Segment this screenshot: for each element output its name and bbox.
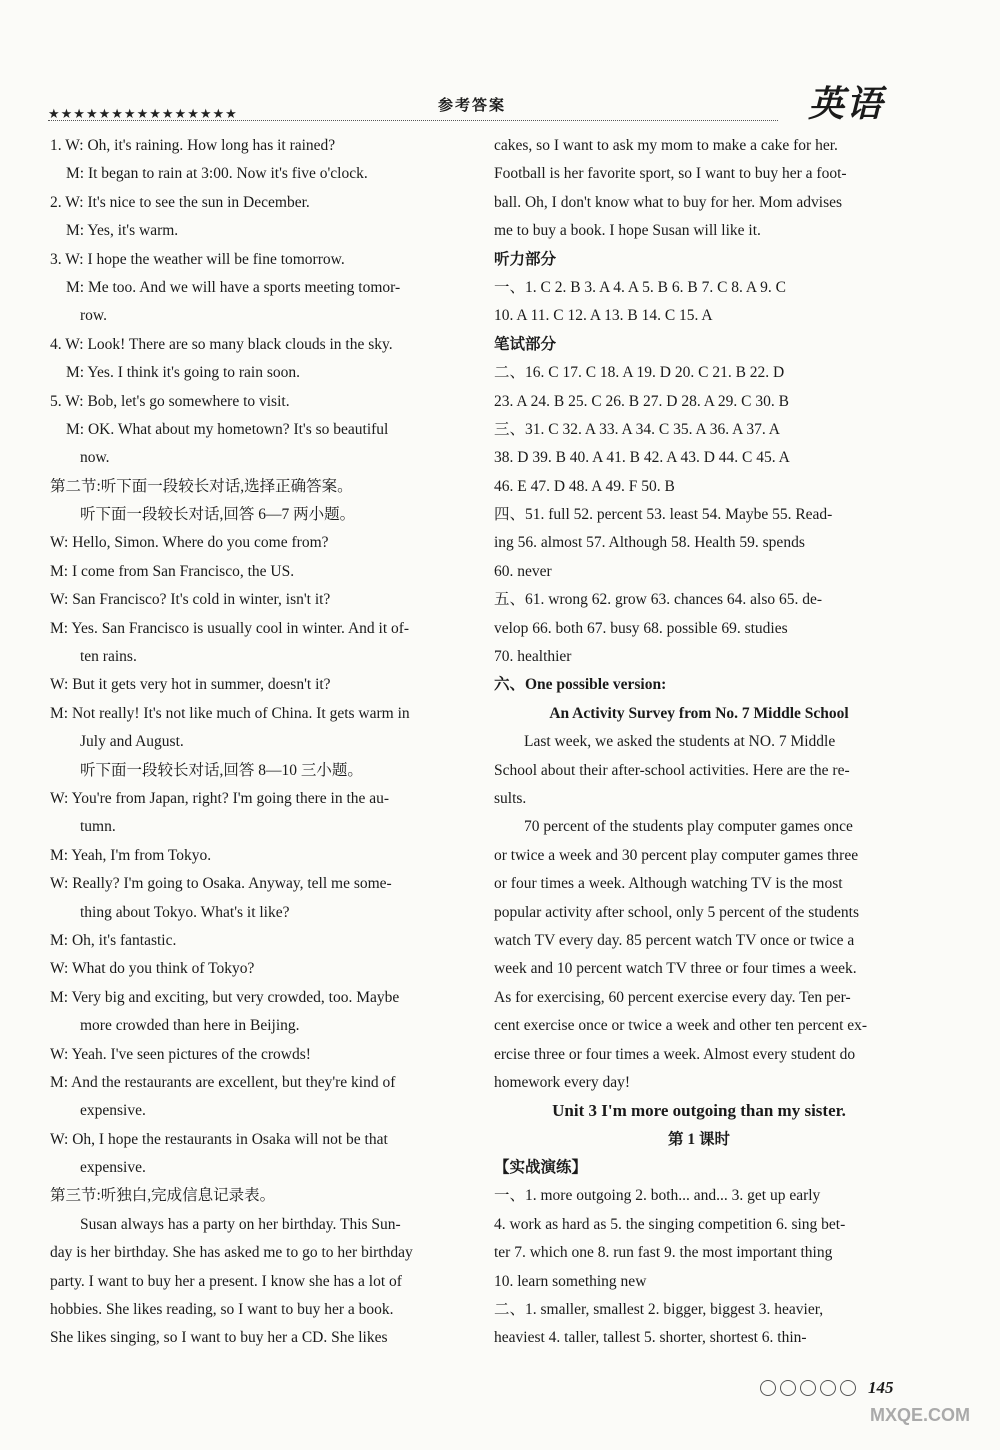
circle-decoration (760, 1380, 776, 1396)
answer-line: 23. A 24. B 25. C 26. B 27. D 28. A 29. C 30. B (494, 392, 789, 410)
text-line: tumn. (80, 818, 116, 836)
text-line: M: Yeah, I'm from Tokyo. (50, 846, 212, 864)
text-line: ten rains. (80, 648, 137, 666)
section-heading: 听力部分 (494, 250, 557, 268)
section-instruction: 听下面一段较长对话,回答 8—10 三小题。 (80, 761, 363, 779)
text-line: W: Oh, I hope the restaurants in Osaka will not be that (50, 1130, 388, 1148)
text-line: ball. Oh, I don't know what to buy for her. Mom advises (494, 193, 843, 211)
essay-title: An Activity Survey from No. 7 Middle School (549, 704, 849, 722)
answer-line: 五、61. wrong 62. grow 63. chances 64. also 65. de- (494, 591, 823, 609)
text-line: M: Very big and exciting, but very crowded, too. Maybe (50, 988, 400, 1006)
answer-line: ing 56. almost 57. Although 58. Health 59. spends (494, 534, 805, 552)
text-line: M: Yes. I think it's going to rain soon. (66, 364, 301, 382)
answer-line: ter 7. which one 8. run fast 9. the most important thing (494, 1244, 833, 1262)
text-line: cakes, so I want to ask my mom to make a cake for her. (494, 137, 838, 154)
section-heading: 笔试部分 (494, 335, 557, 353)
essay-line: week and 10 percent watch TV three or four times a week. (494, 960, 857, 978)
answer-line: 一、1. C 2. B 3. A 4. A 5. B 6. B 7. C 8. A 9. C (494, 278, 786, 296)
text-line: 5. W: Bob, let's go somewhere to visit. (50, 392, 290, 410)
text-line: W: You're from Japan, right? I'm going there in the au- (50, 789, 390, 807)
text-line: row. (80, 307, 107, 325)
text-line: party. I want to buy her a present. I know she has a lot of (50, 1272, 402, 1290)
text-line: 2. W: It's nice to see the sun in December. (50, 193, 310, 211)
header-title: 参考答案 (438, 98, 507, 114)
text-line: M: Not really! It's not like much of China. It gets warm in (50, 704, 410, 722)
text-line: thing about Tokyo. What's it like? (80, 903, 290, 921)
answer-line: 70. healthier (494, 648, 572, 666)
answer-line: 10. A 11. C 12. A 13. B 14. C 15. A (494, 307, 713, 325)
answer-line: 三、31. C 32. A 33. A 34. C 35. A 36. A 37. A (494, 420, 780, 438)
essay-line: or twice a week and 30 percent play computer games three (494, 846, 859, 864)
text-line: M: It began to rain at 3:00. Now it's five o'clock. (66, 165, 368, 183)
circle-decoration (800, 1380, 816, 1396)
star-decoration: ★★★★★★★★★★★★★★★ (48, 106, 238, 121)
essay-line: or four times a week. Although watching TV is the most (494, 875, 843, 893)
unit-title: Unit 3 I'm more outgoing than my sister. (552, 1101, 846, 1121)
text-line: M: Yes, it's warm. (66, 222, 179, 240)
essay-line: As for exercising, 60 percent exercise every day. Ten per- (494, 988, 851, 1006)
essay-line: watch TV every day. 85 percent watch TV once or twice a (494, 931, 855, 949)
answer-line: 四、51. full 52. percent 53. least 54. Maybe 55. Read- (494, 506, 833, 524)
text-line: M: And the restaurants are excellent, but they're kind of (50, 1073, 396, 1091)
text-line: 4. W: Look! There are so many black clouds in the sky. (50, 335, 393, 353)
text-line: Football is her favorite sport, so I want to buy her a foot- (494, 165, 847, 183)
answer-line: 一、1. more outgoing 2. both... and... 3. get up early (494, 1187, 821, 1205)
answer-line: 二、1. smaller, smallest 2. bigger, biggest 3. heavier, (494, 1301, 824, 1319)
text-line: M: Me too. And we will have a sports meeting tomor- (66, 278, 401, 296)
text-line: W: Hello, Simon. Where do you come from? (50, 534, 329, 552)
essay-line: popular activity after school, only 5 percent of the students (494, 903, 860, 921)
answer-line: 4. work as hard as 5. the singing competition 6. sing bet- (494, 1215, 846, 1233)
answer-line: heaviest 4. taller, tallest 5. shorter, shortest 6. thin- (494, 1329, 807, 1347)
text-line: me to buy a book. I hope Susan will like it. (494, 222, 761, 240)
essay-line: homework every day! (494, 1073, 631, 1091)
text-line: Susan always has a party on her birthday. This Sun- (80, 1215, 401, 1233)
text-line: W: What do you think of Tokyo? (50, 960, 255, 978)
text-line: expensive. (80, 1102, 146, 1120)
answer-line: 60. never (494, 562, 552, 580)
text-line: hobbies. She likes reading, so I want to buy her a book. (50, 1301, 394, 1319)
watermark: MXQE.COM (870, 1405, 971, 1425)
text-line: M: OK. What about my hometown? It's so beautiful (66, 420, 389, 438)
essay-line: 70 percent of the students play computer games once (524, 818, 853, 836)
text-line: M: I come from San Francisco, the US. (50, 562, 295, 580)
text-line: more crowded than here in Beijing. (80, 1017, 300, 1035)
answer-line: 10. learn something new (494, 1272, 647, 1290)
text-line: She likes singing, so I want to buy her a CD. She likes (50, 1329, 388, 1347)
essay-line: cent exercise once or twice a week and other ten percent ex- (494, 1017, 868, 1035)
circle-decoration (780, 1380, 796, 1396)
text-line: now. (80, 449, 110, 467)
right-column (494, 132, 904, 1353)
section-heading: 六、One possible version: (494, 676, 667, 694)
section-instruction: 听下面一段较长对话,回答 6—7 两小题。 (80, 506, 356, 524)
header-rule (48, 120, 778, 121)
answer-line: 46. E 47. D 48. A 49. F 50. B (494, 477, 675, 495)
text-line: July and August. (80, 733, 184, 751)
page-header (48, 84, 948, 128)
lesson-title: 第 1 课时 (667, 1130, 730, 1148)
essay-line: Last week, we asked the students at NO. 7 Middle (524, 733, 836, 751)
text-line: M: Yes. San Francisco is usually cool in winter. And it of- (50, 619, 410, 637)
circle-decoration (840, 1380, 856, 1396)
text-line: M: Oh, it's fantastic. (50, 931, 177, 949)
text-line: W: But it gets very hot in summer, doesn't it? (50, 676, 331, 694)
text-line: 3. W: I hope the weather will be fine tomorrow. (50, 250, 345, 268)
text-line: 1. W: Oh, it's raining. How long has it rained? (50, 137, 336, 154)
text-line: W: Really? I'm going to Osaka. Anyway, tell me some- (50, 875, 392, 893)
answer-line: velop 66. both 67. busy 68. possible 69. studies (494, 619, 788, 637)
essay-line: School about their after-school activities. Here are the re- (494, 761, 850, 779)
text-line: W: San Francisco? It's cold in winter, isn't it? (50, 591, 331, 609)
text-line: expensive. (80, 1159, 146, 1177)
text-line: day is her birthday. She has asked me to go to her birthday (50, 1244, 413, 1262)
text-line: W: Yeah. I've seen pictures of the crowds! (50, 1045, 311, 1063)
section-heading: 【实战演练】 (494, 1159, 588, 1177)
subject-logo: 英语 (808, 84, 885, 124)
page-number: 145 (868, 1378, 894, 1397)
answer-line: 38. D 39. B 40. A 41. B 42. A 43. D 44. C 45. A (494, 449, 790, 467)
answer-line: 二、16. C 17. C 18. A 19. D 20. C 21. B 22. D (494, 364, 785, 382)
section-heading: 第三节:听独白,完成信息记录表。 (50, 1187, 276, 1205)
essay-line: ercise three or four times a week. Almost every student do (494, 1045, 856, 1063)
left-column (50, 132, 462, 1353)
section-heading: 第二节:听下面一段较长对话,选择正确答案。 (50, 477, 353, 495)
essay-line: sults. (494, 789, 527, 807)
circle-decoration (820, 1380, 836, 1396)
